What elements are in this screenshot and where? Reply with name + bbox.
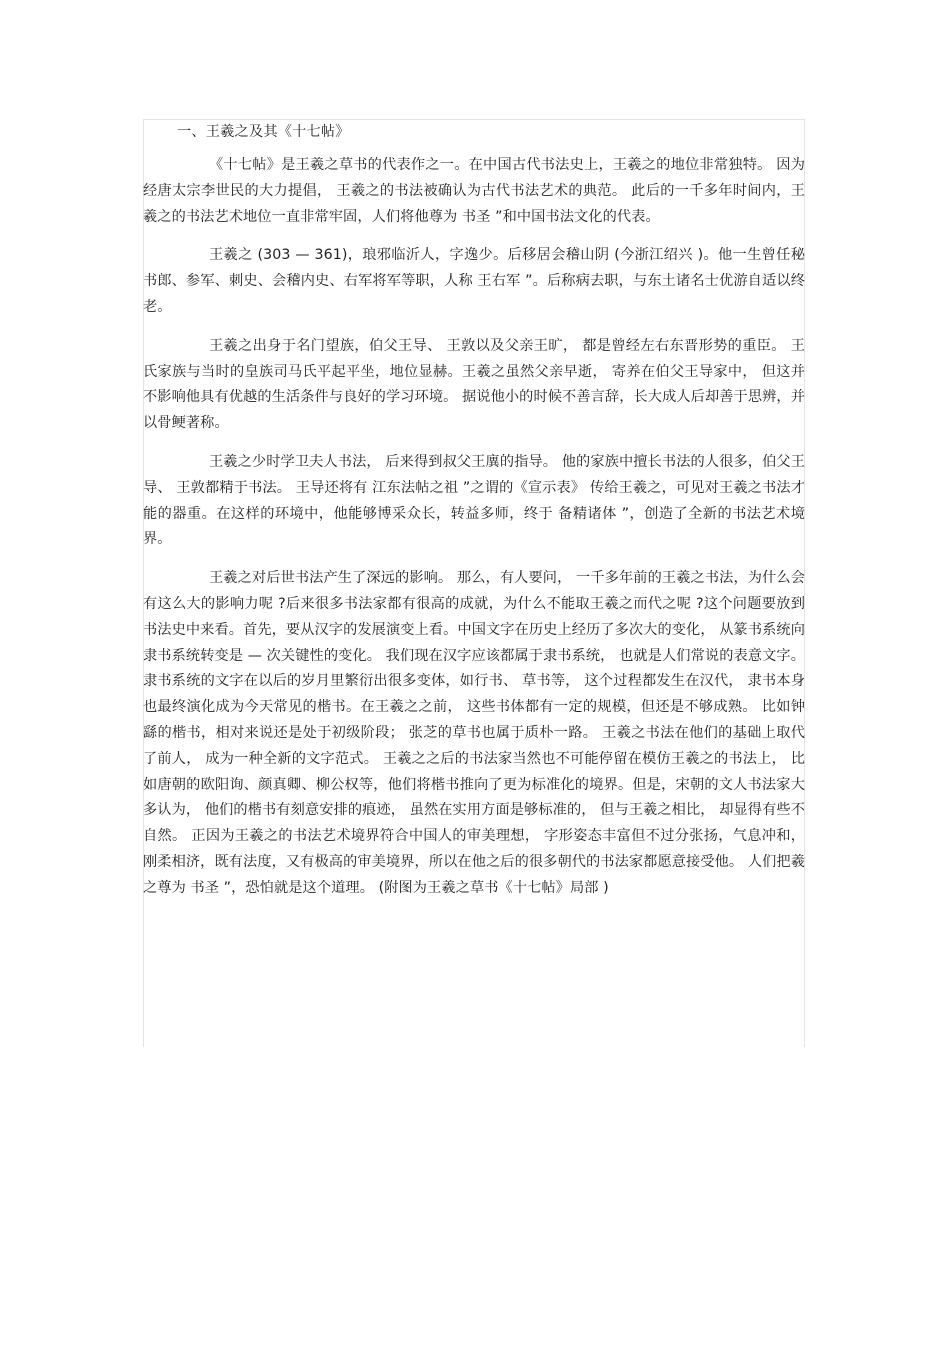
paragraph-learning: 王羲之少时学卫夫人书法， 后来得到叔父王廙的指导。 他的家族中擅长书法的人很多，伯父王导、 王敦都精于书法。 王导还将有 江东法帖之祖 ”之谓的《宣示表》 传给王羲之，可见对王羲之书法才能的器重。在这样的环境中，他能够博采众长，转益多师，终于 备精诸体 ”，创造了全新的书法艺术境界。	[143, 453, 805, 548]
paragraph-biography: 王羲之 (303 — 361)，琅邪临沂人，字逸少。后移居会稽山阴 (今浙江绍兴 )。他一生曾任秘书郎、参军、刺史、会稽内史、右军将军等职，人称 王右军 ”。后称病去职，与东土诸名士优游自适以终老。	[143, 247, 805, 315]
document-body	[143, 121, 805, 915]
paragraph-influence: 王羲之对后世书法产生了深远的影响。 那么，有人要问， 一千多年前的王羲之书法，为什么会有这么大的影响力呢 ?后来很多书法家都有很高的成就，为什么不能取王羲之而代之呢 ?这个问题要放到书法史中来看。首先，要从汉字的发展演变上看。中国文字在历史上经历了多次大的变化， 从篆书系统向隶书系统转变是 — 次关键性的变化。 我们现在汉字应该都属于隶书系统， 也就是人们常说的表意文字。 隶书系统的文字在以后的岁月里繁衍出很多变体，如行书、 草书等， 这个过程都发生在汉代， 隶书本身也最终演化成为今天常见的楷书。在王羲之之前， 这些书体都有一定的规模，但还是不够成熟。 比如钟繇的楷书，相对来说还是处于初级阶段； 张芝的草书也属于质朴一路。 王羲之书法在他们的基础上取代了前人， 成为一种全新的文字范式。 王羲之之后的书法家当然也不可能停留在模仿王羲之的书法上， 比如唐朝的欧阳询、颜真卿、柳公权等，他们将楷书推向了更为标准化的境界。但是，宋朝的文人书法家大多认为， 他们的楷书有刻意安排的痕迹， 虽然在实用方面是够标准的， 但与王羲之相比， 却显得有些不自然。 正因为王羲之的书法艺术境界符合中国人的审美理想， 字形姿态丰富但不过分张扬，气息冲和，刚柔相济，既有法度，又有极高的审美境界，所以在他之后的很多朝代的书法家都愿意接受他。 人们把羲之尊为 书圣 ”，恐怕就是这个道理。 (附图为王羲之草书《十七帖》局部 )	[143, 570, 805, 896]
paragraph-family: 王羲之出身于名门望族，伯父王导、 王敦以及父亲王旷， 都是曾经左右东晋形势的重臣。 王氏家族与当时的皇族司马氏平起平坐，地位显赫。王羲之虽然父亲早逝， 寄养在伯父王导家中， 但这并不影响他具有优越的生活条件与良好的学习环境。 据说他小的时候不善言辞，长大成人后却善于思辨，并以骨鲠著称。	[143, 337, 805, 432]
section-heading: 一、王羲之及其《十七帖》	[177, 124, 350, 140]
paragraph-intro: 《十七帖》是王羲之草书的代表作之一。在中国古代书法史上，王羲之的地位非常独特。 因为经唐太宗李世民的大力提倡， 王羲之的书法被确认为古代书法艺术的典范。 此后的一千多年时间内，王羲之的书法艺术地位一直非常牢固，人们将他尊为 书圣 ”和中国书法文化的代表。	[143, 157, 805, 225]
